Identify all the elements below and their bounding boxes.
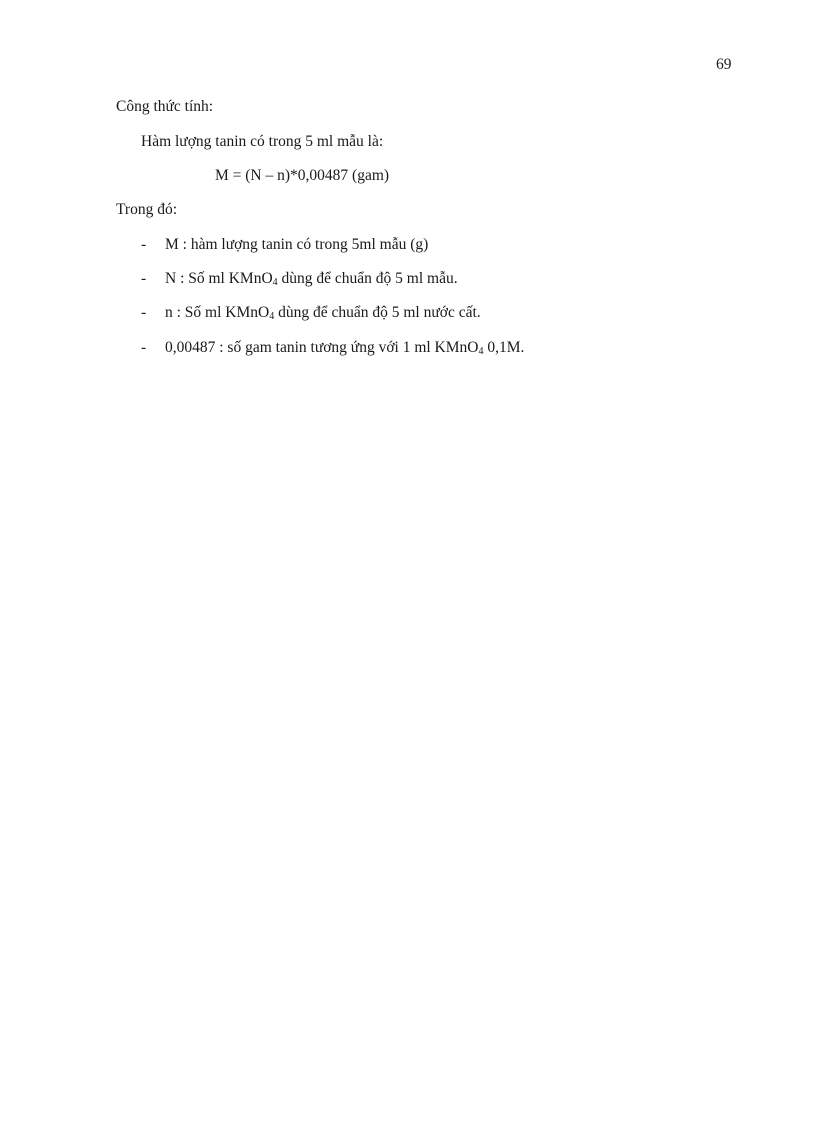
subscript: 4 <box>272 277 278 288</box>
definition-text: M : hàm lượng tanin có trong 5ml mẫu (g) <box>165 236 429 253</box>
definition-text: n : Số ml KMnO <box>165 304 270 321</box>
definition-item <box>141 270 458 288</box>
formula: M = (N – n)*0,00487 (gam) <box>215 167 390 184</box>
list-dash: - <box>141 304 147 321</box>
definition-text-rest: dùng để chuẩn độ 5 ml mẫu. <box>277 270 458 287</box>
subscript: 4 <box>269 311 275 322</box>
definition-text: 0,00487 : số gam tanin tương ứng với 1 ml KMnO <box>165 339 479 356</box>
page-number: 69 <box>716 56 732 73</box>
definition-item <box>141 339 524 357</box>
definition-item <box>141 304 481 322</box>
list-dash: - <box>141 236 147 253</box>
list-dash: - <box>141 339 147 356</box>
definition-text: N : Số ml KMnO <box>165 270 273 287</box>
formula-intro: Hàm lượng tanin có trong 5 ml mẫu là: <box>141 133 384 150</box>
formula-heading: Công thức tính: <box>116 98 214 115</box>
definition-text-rest: 0,1M. <box>483 339 525 356</box>
definition-item <box>141 236 428 254</box>
list-dash: - <box>141 270 147 287</box>
where-heading: Trong đó: <box>116 201 178 218</box>
definition-text-rest: dùng để chuẩn độ 5 ml nước cất. <box>274 304 481 321</box>
subscript: 4 <box>478 346 484 357</box>
